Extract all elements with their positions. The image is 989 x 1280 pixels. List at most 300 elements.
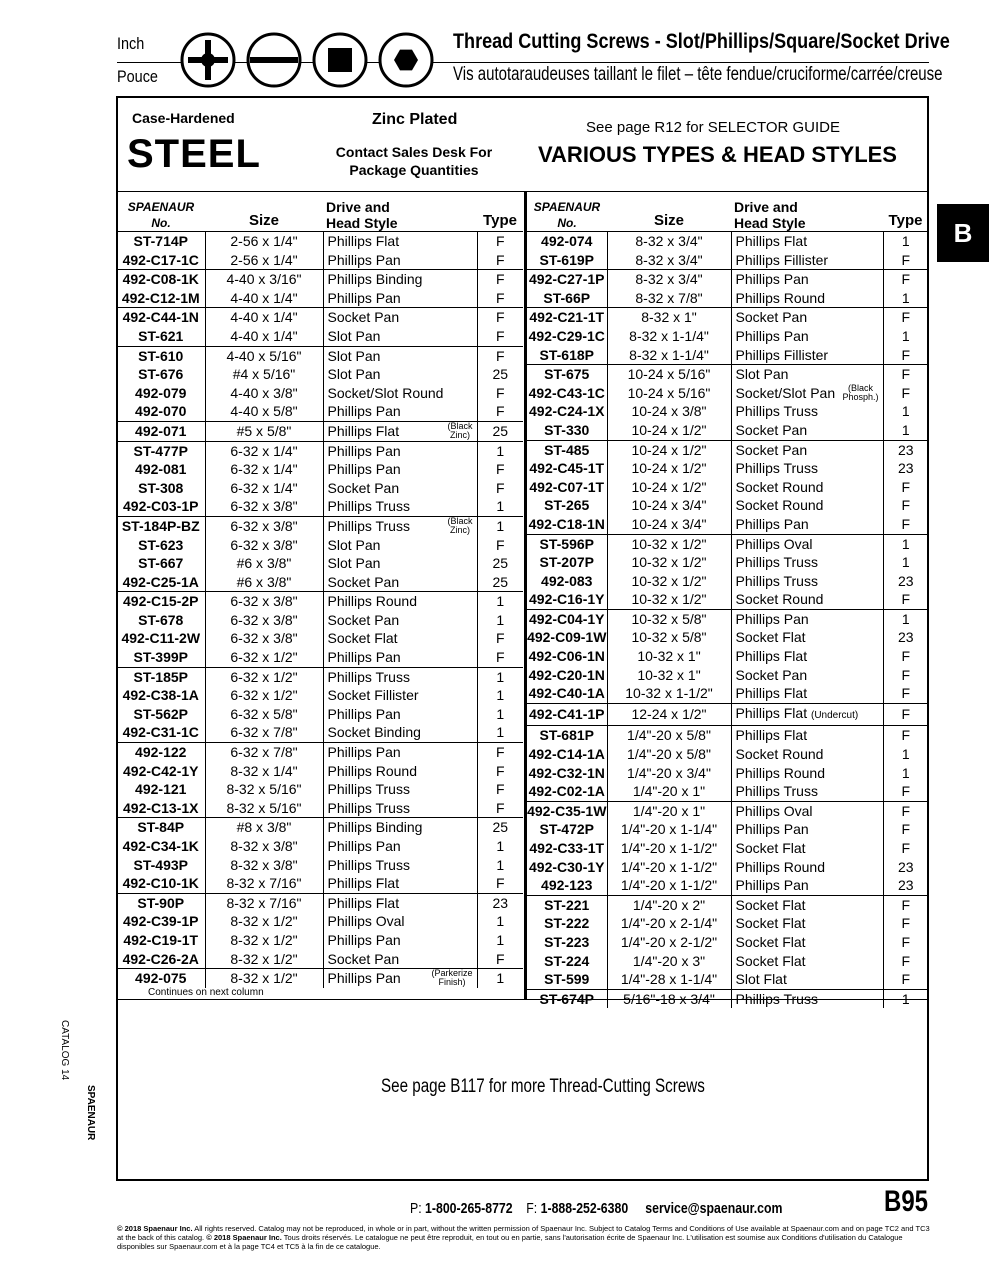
- size-cell: 1/4"-20 x 1-1/2": [607, 858, 731, 877]
- part-number[interactable]: ST-399P: [117, 648, 205, 667]
- part-number[interactable]: ST-676: [117, 365, 205, 384]
- part-number[interactable]: 492-C21-1T: [527, 308, 607, 327]
- size-cell: #8 x 3/8": [205, 818, 323, 837]
- table-row: [527, 895, 928, 914]
- size-cell: 8-32 x 1/2": [205, 912, 323, 931]
- type-cell: 1: [901, 421, 910, 438]
- part-number[interactable]: 492-074: [527, 232, 607, 251]
- type-cell: F: [901, 497, 911, 514]
- drive-head-cell: Phillips Fillister: [731, 346, 883, 365]
- size-cell: 4-40 x 3/16": [205, 270, 323, 289]
- part-number[interactable]: 492-C43-1C: [527, 384, 607, 403]
- type-cell: F: [901, 821, 911, 838]
- part-number[interactable]: 492-C40-1A: [527, 684, 607, 703]
- type-cell: 1: [901, 233, 910, 249]
- type-cell: F: [901, 591, 911, 608]
- right-column: [527, 191, 928, 1008]
- drive-head-cell: Socket Flat: [731, 839, 883, 858]
- part-number[interactable]: 492-083: [527, 572, 607, 591]
- case-hardened-label: Case-Hardened: [132, 110, 235, 126]
- size-cell: 8-32 x 1-1/4": [607, 346, 731, 365]
- table-row: [527, 666, 928, 685]
- table-row: [117, 743, 523, 762]
- drive-head-cell: Phillips Pan: [731, 270, 883, 289]
- table-row: [527, 515, 928, 534]
- type-cell: 23: [897, 877, 914, 894]
- part-number[interactable]: 492-C14-1A: [527, 745, 607, 764]
- drive-head-cell: Slot Pan: [731, 365, 883, 384]
- drive-head-cell: Phillips Pan: [731, 820, 883, 839]
- col-drive-header: Drive and Head Style: [731, 191, 883, 232]
- table-row: [527, 801, 928, 820]
- size-cell: 6-32 x 3/8": [205, 629, 323, 648]
- part-number[interactable]: ST-619P: [527, 251, 607, 270]
- table-row: [527, 232, 928, 251]
- part-number[interactable]: 492-C15-2P: [117, 592, 205, 611]
- table-row: [527, 478, 928, 497]
- size-cell: 6-32 x 3/8": [205, 497, 323, 516]
- table-row: [527, 628, 928, 647]
- table-row: [527, 459, 928, 478]
- type-cell: F: [477, 270, 523, 289]
- size-cell: 10-24 x 1/2": [607, 440, 731, 459]
- material-heading: STEEL: [127, 132, 261, 176]
- type-cell: F: [901, 384, 911, 401]
- page-subtitle: Vis autotaraudeuses taillant le filet – tête fendue/cruciforme/carrée/creuse: [453, 64, 943, 85]
- side-catalog-label: CATALOG 14: [59, 1020, 70, 1081]
- drive-head-cell: Phillips Flat (Black Zinc): [323, 421, 477, 441]
- part-number[interactable]: 492-C04-1Y: [527, 609, 607, 628]
- table-row: [117, 611, 523, 630]
- table-row: [117, 874, 523, 893]
- part-number[interactable]: 492-122: [117, 743, 205, 762]
- part-number[interactable]: ST-265: [527, 496, 607, 515]
- size-cell: 8-32 x 5/16": [205, 780, 323, 799]
- size-cell: 4-40 x 1/4": [205, 327, 323, 346]
- table-row: [117, 818, 523, 837]
- drive-head-cell: Phillips Truss: [731, 459, 883, 478]
- drive-head-cell: Phillips Pan: [323, 837, 477, 856]
- table-row: [527, 270, 928, 289]
- part-number[interactable]: ST-623: [117, 536, 205, 555]
- part-number[interactable]: 492-121: [117, 780, 205, 799]
- table-row: [117, 686, 523, 705]
- drive-head-cell: Socket Flat: [731, 914, 883, 933]
- part-number[interactable]: 492-C16-1Y: [527, 590, 607, 609]
- part-number[interactable]: 492-C42-1Y: [117, 762, 205, 781]
- drive-head-cell: Phillips Pan: [323, 460, 477, 479]
- finish-note: (Black Zinc): [447, 516, 473, 535]
- table-row: [527, 970, 928, 989]
- part-number[interactable]: 492-C24-1X: [527, 402, 607, 421]
- type-cell: F: [477, 743, 523, 762]
- drive-head-cell: Phillips Pan: [731, 876, 883, 895]
- part-number[interactable]: 492-C31-1C: [117, 723, 205, 742]
- part-number[interactable]: ST-308: [117, 479, 205, 498]
- size-cell: 12-24 x 1/2": [607, 703, 731, 726]
- size-cell: 6-32 x 5/8": [205, 705, 323, 724]
- type-cell: 1: [901, 554, 910, 571]
- table-row: [527, 421, 928, 440]
- drive-head-cell: Phillips Truss: [731, 989, 883, 1008]
- type-cell: 25: [492, 366, 509, 383]
- part-number[interactable]: 492-C12-1M: [117, 289, 205, 308]
- size-cell: 8-32 x 7/16": [205, 874, 323, 893]
- type-cell: F: [495, 762, 505, 779]
- type-cell: F: [901, 952, 911, 969]
- table-row: [117, 592, 523, 611]
- drive-head-cell: Phillips Pan: [323, 251, 477, 270]
- left-column: [117, 191, 523, 988]
- type-cell: F: [495, 461, 505, 478]
- size-cell: 6-32 x 3/8": [205, 536, 323, 555]
- drive-head-cell: Phillips Fillister: [731, 251, 883, 270]
- part-number[interactable]: 492-070: [117, 402, 205, 421]
- part-number[interactable]: ST-184P-BZ: [117, 516, 205, 535]
- finish-note: (Undercut): [810, 709, 859, 721]
- table-row: [527, 914, 928, 933]
- part-number[interactable]: ST-66P: [527, 289, 607, 308]
- drive-head-cell: Phillips Round: [323, 762, 477, 781]
- table-row: [527, 572, 928, 591]
- part-number[interactable]: 492-123: [527, 876, 607, 895]
- part-number[interactable]: 492-071: [117, 421, 205, 441]
- drive-head-cell: Socket Pan: [323, 479, 477, 498]
- table-row: [527, 609, 928, 628]
- type-cell: F: [883, 308, 928, 327]
- part-number[interactable]: 492-C20-1N: [527, 666, 607, 685]
- table-row: [527, 590, 928, 609]
- type-cell: F: [901, 971, 911, 988]
- unit-inch: Inch: [117, 34, 145, 53]
- table-row: [117, 421, 523, 441]
- part-number[interactable]: ST-221: [527, 895, 607, 914]
- email-link[interactable]: service@spaenaur.com: [645, 1200, 783, 1217]
- part-number[interactable]: ST-472P: [527, 820, 607, 839]
- type-cell: 25: [477, 818, 523, 837]
- part-number[interactable]: ST-596P: [527, 534, 607, 553]
- size-cell: 1/4"-20 x 1-1/4": [607, 820, 731, 839]
- part-number[interactable]: 492-C26-2A: [117, 950, 205, 969]
- type-cell: F: [883, 365, 928, 384]
- size-cell: 8-32 x 5/16": [205, 799, 323, 818]
- type-cell: 1: [477, 667, 523, 686]
- part-number[interactable]: 492-C45-1T: [527, 459, 607, 478]
- size-cell: 6-32 x 3/8": [205, 611, 323, 630]
- col-size-header: Size: [607, 191, 731, 232]
- size-cell: 10-32 x 1": [607, 666, 731, 685]
- fax-label: F:: [526, 1200, 538, 1217]
- part-number[interactable]: ST-222: [527, 914, 607, 933]
- table-row: [117, 893, 523, 912]
- type-cell: 1: [496, 838, 505, 854]
- type-cell: F: [901, 685, 911, 702]
- square-drive-icon: [314, 34, 366, 86]
- part-number[interactable]: 492-079: [117, 384, 205, 403]
- finish-note: (Black Phosph.): [842, 383, 879, 402]
- part-number[interactable]: ST-678: [117, 611, 205, 630]
- slot-drive-icon: [248, 34, 300, 86]
- part-number[interactable]: ST-84P: [117, 818, 205, 837]
- right-table-body: [527, 232, 928, 1009]
- part-number[interactable]: ST-599: [527, 970, 607, 989]
- part-number[interactable]: ST-562P: [117, 705, 205, 724]
- part-number[interactable]: ST-618P: [527, 346, 607, 365]
- size-cell: 8-32 x 1/2": [205, 931, 323, 950]
- type-cell: F: [477, 308, 523, 327]
- table-row: [527, 684, 928, 703]
- drive-head-cell: Phillips Pan (Parkerize Finish): [323, 969, 477, 988]
- table-row: [527, 346, 928, 365]
- table-row: [117, 573, 523, 592]
- size-cell: #6 x 3/8": [205, 554, 323, 573]
- type-cell: 23: [897, 629, 914, 646]
- part-number[interactable]: 492-C35-1W: [527, 802, 607, 819]
- part-number[interactable]: ST-207P: [527, 553, 607, 572]
- size-cell: 1/4"-20 x 1-1/2": [607, 876, 731, 895]
- part-number[interactable]: 492-C13-1X: [117, 799, 205, 818]
- type-cell: F: [883, 703, 928, 726]
- col-no-header: SPAENAUR No.: [117, 191, 205, 232]
- table-row: [117, 799, 523, 818]
- size-cell: 1/4"-20 x 5/8": [607, 726, 731, 745]
- table-row: [117, 723, 523, 742]
- part-number[interactable]: 492-C02-1A: [527, 782, 607, 801]
- part-number[interactable]: 492-C44-1N: [117, 308, 205, 327]
- table-row: [117, 346, 523, 365]
- drive-head-cell: Phillips Round: [731, 289, 883, 308]
- size-cell: 1/4"-20 x 2-1/2": [607, 933, 731, 952]
- drive-head-cell: Phillips Pan: [323, 402, 477, 421]
- drive-head-cell: Phillips Oval: [323, 912, 477, 931]
- type-cell: F: [901, 515, 911, 532]
- size-cell: 10-24 x 5/16": [607, 384, 731, 403]
- part-number[interactable]: 492-C08-1K: [117, 270, 205, 289]
- size-cell: 2-56 x 1/4": [205, 232, 323, 251]
- type-cell: 1: [901, 746, 910, 763]
- drive-head-cell: Socket Pan: [731, 308, 883, 327]
- drive-head-cell: Slot Pan: [323, 346, 477, 365]
- part-number[interactable]: 492-C41-1P: [527, 703, 607, 726]
- part-number[interactable]: 492-C09-1W: [527, 629, 607, 646]
- type-cell: 1: [496, 705, 505, 722]
- size-cell: #4 x 5/16": [205, 365, 323, 384]
- section-tab[interactable]: B: [937, 204, 989, 262]
- drive-head-cell: Phillips Pan: [323, 441, 477, 460]
- drive-head-cell: Socket Flat: [731, 933, 883, 952]
- part-number[interactable]: ST-621: [117, 327, 205, 346]
- part-number[interactable]: 492-C33-1T: [527, 839, 607, 858]
- size-cell: 8-32 x 3/4": [607, 270, 731, 289]
- phone-label: P:: [410, 1200, 422, 1217]
- type-cell: 1: [477, 969, 523, 988]
- table-row: [527, 726, 928, 745]
- drive-head-cell: Phillips Truss (Black Zinc): [323, 516, 477, 535]
- table-header: [117, 191, 523, 232]
- drive-head-cell: Socket Pan: [731, 440, 883, 459]
- table-row: [527, 820, 928, 839]
- type-cell: F: [477, 346, 523, 365]
- type-cell: 1: [496, 498, 505, 515]
- phillips-drive-icon: [182, 34, 234, 86]
- type-cell: 1: [883, 989, 928, 1008]
- table-row: [117, 950, 523, 969]
- table-row: [117, 497, 523, 516]
- part-number[interactable]: 492-075: [117, 969, 205, 988]
- size-cell: 8-32 x 1/4": [205, 762, 323, 781]
- side-brand-label: SPAENAUR: [85, 1085, 96, 1141]
- size-cell: 8-32 x 7/8": [607, 289, 731, 308]
- part-number[interactable]: 492-C19-1T: [117, 931, 205, 950]
- part-number[interactable]: 492-C18-1N: [527, 515, 607, 534]
- type-cell: F: [495, 950, 505, 967]
- type-cell: F: [901, 648, 911, 665]
- table-row: [117, 441, 523, 460]
- table-bottom-rule: [116, 999, 929, 1000]
- size-cell: 10-24 x 3/4": [607, 496, 731, 515]
- drive-head-cell: Phillips Flat: [323, 232, 477, 251]
- size-cell: 4-40 x 1/4": [205, 308, 323, 327]
- drive-head-cell: Phillips Truss: [323, 497, 477, 516]
- part-number[interactable]: 492-C06-1N: [527, 647, 607, 666]
- size-cell: 1/4"-28 x 1-1/4": [607, 970, 731, 989]
- size-cell: 1/4"-20 x 3": [607, 952, 731, 971]
- part-number[interactable]: ST-224: [527, 952, 607, 971]
- drive-head-cell: Phillips Oval: [731, 534, 883, 553]
- size-cell: 8-32 x 7/16": [205, 893, 323, 912]
- type-cell: F: [901, 783, 911, 800]
- more-screws-note[interactable]: See page B117 for more Thread-Cutting Screws: [381, 1076, 705, 1097]
- part-number[interactable]: 492-C32-1N: [527, 764, 607, 783]
- table-row: [527, 782, 928, 801]
- left-table-body: [117, 232, 523, 988]
- type-cell: F: [495, 384, 505, 401]
- drive-head-cell: Phillips Pan: [323, 648, 477, 667]
- table-row: [527, 440, 928, 459]
- drive-head-cell: Socket Pan: [323, 611, 477, 630]
- type-cell: 1: [496, 856, 505, 873]
- table-row: [117, 837, 523, 856]
- type-cell: 23: [883, 440, 928, 459]
- part-number[interactable]: ST-714P: [117, 232, 205, 251]
- part-number[interactable]: ST-493P: [117, 856, 205, 875]
- part-number[interactable]: ST-477P: [117, 441, 205, 460]
- size-cell: 10-24 x 5/16": [607, 365, 731, 384]
- part-number[interactable]: 492-C38-1A: [117, 686, 205, 705]
- drive-head-cell: Socket/Slot Pan (Black Phosph.): [731, 384, 883, 403]
- part-number[interactable]: 492-C17-1C: [117, 251, 205, 270]
- part-number[interactable]: 492-C11-2W: [117, 629, 205, 648]
- page-number: B95: [884, 1185, 929, 1218]
- part-number[interactable]: 492-C03-1P: [117, 497, 205, 516]
- part-number[interactable]: 492-C39-1P: [117, 912, 205, 931]
- left-table: [117, 191, 523, 988]
- part-number[interactable]: ST-681P: [527, 726, 607, 745]
- type-cell: F: [495, 327, 505, 344]
- phone-number[interactable]: 1-800-265-8772: [425, 1200, 513, 1217]
- size-cell: 8-32 x 3/4": [607, 232, 731, 251]
- table-row: [527, 952, 928, 971]
- part-number[interactable]: 492-081: [117, 460, 205, 479]
- part-number[interactable]: ST-185P: [117, 667, 205, 686]
- part-number[interactable]: ST-675: [527, 365, 607, 384]
- table-row: [527, 553, 928, 572]
- part-number[interactable]: ST-667: [117, 554, 205, 573]
- drive-head-cell: Phillips Flat: [731, 232, 883, 251]
- table-row: [117, 554, 523, 573]
- finish-note: (Parkerize Finish): [431, 968, 473, 988]
- size-cell: 2-56 x 1/4": [205, 251, 323, 270]
- size-cell: 6-32 x 1/2": [205, 667, 323, 686]
- part-number[interactable]: ST-610: [117, 346, 205, 365]
- size-cell: 4-40 x 3/8": [205, 384, 323, 403]
- drive-head-cell: Phillips Binding: [323, 270, 477, 289]
- size-cell: 6-32 x 1/4": [205, 441, 323, 460]
- part-number[interactable]: ST-90P: [117, 893, 205, 912]
- part-number[interactable]: ST-674P: [527, 989, 607, 1008]
- selector-guide-note: See page R12 for SELECTOR GUIDE: [586, 119, 841, 136]
- part-number[interactable]: 492-C34-1K: [117, 837, 205, 856]
- size-cell: 8-32 x 1-1/4": [607, 327, 731, 346]
- drive-head-cell: Slot Pan: [323, 554, 477, 573]
- size-cell: 10-32 x 5/8": [607, 628, 731, 647]
- drive-head-cell: Socket Fillister: [323, 686, 477, 705]
- continues-note: Continues on next column: [148, 987, 264, 998]
- table-row: [117, 479, 523, 498]
- type-cell: 1: [883, 534, 928, 553]
- drive-head-cell: Phillips Pan: [731, 609, 883, 628]
- table-row: [117, 460, 523, 479]
- part-number[interactable]: 492-C25-1A: [117, 573, 205, 592]
- type-cell: F: [901, 478, 911, 495]
- drive-head-cell: Slot Pan: [323, 365, 477, 384]
- drive-head-cell: Phillips Oval: [731, 801, 883, 820]
- type-cell: F: [901, 840, 911, 856]
- table-row: [527, 402, 928, 421]
- size-cell: 8-32 x 3/8": [205, 837, 323, 856]
- finish-note: (Black Zinc): [447, 421, 473, 440]
- size-cell: 10-32 x 1/2": [607, 590, 731, 609]
- col-size-header: Size: [205, 191, 323, 232]
- type-cell: F: [495, 403, 505, 420]
- size-cell: 8-32 x 1": [607, 308, 731, 327]
- table-row: [117, 931, 523, 950]
- part-number[interactable]: ST-223: [527, 933, 607, 952]
- type-cell: 1: [496, 913, 505, 930]
- part-number[interactable]: 492-C10-1K: [117, 874, 205, 893]
- part-number[interactable]: 492-C29-1C: [527, 327, 607, 346]
- size-cell: 4-40 x 5/8": [205, 402, 323, 421]
- type-cell: 25: [492, 573, 509, 590]
- part-number[interactable]: ST-485: [527, 440, 607, 459]
- right-table: [527, 191, 928, 1008]
- table-row: [117, 912, 523, 931]
- table-row: [117, 856, 523, 875]
- drive-head-cell: Phillips Pan: [731, 327, 883, 346]
- drive-head-cell: Socket Flat: [731, 628, 883, 647]
- drive-head-cell: Socket Pan: [323, 573, 477, 592]
- part-number[interactable]: 492-C27-1P: [527, 270, 607, 289]
- drive-head-cell: Phillips Round: [323, 592, 477, 611]
- drive-head-cell: Phillips Flat: [731, 726, 883, 745]
- part-number[interactable]: ST-330: [527, 421, 607, 440]
- table-row: [527, 384, 928, 403]
- part-number[interactable]: 492-C30-1Y: [527, 858, 607, 877]
- part-number[interactable]: 492-C07-1T: [527, 478, 607, 497]
- drive-head-cell: Phillips Flat: [323, 893, 477, 912]
- type-cell: 23: [477, 893, 523, 912]
- table-row: [527, 876, 928, 895]
